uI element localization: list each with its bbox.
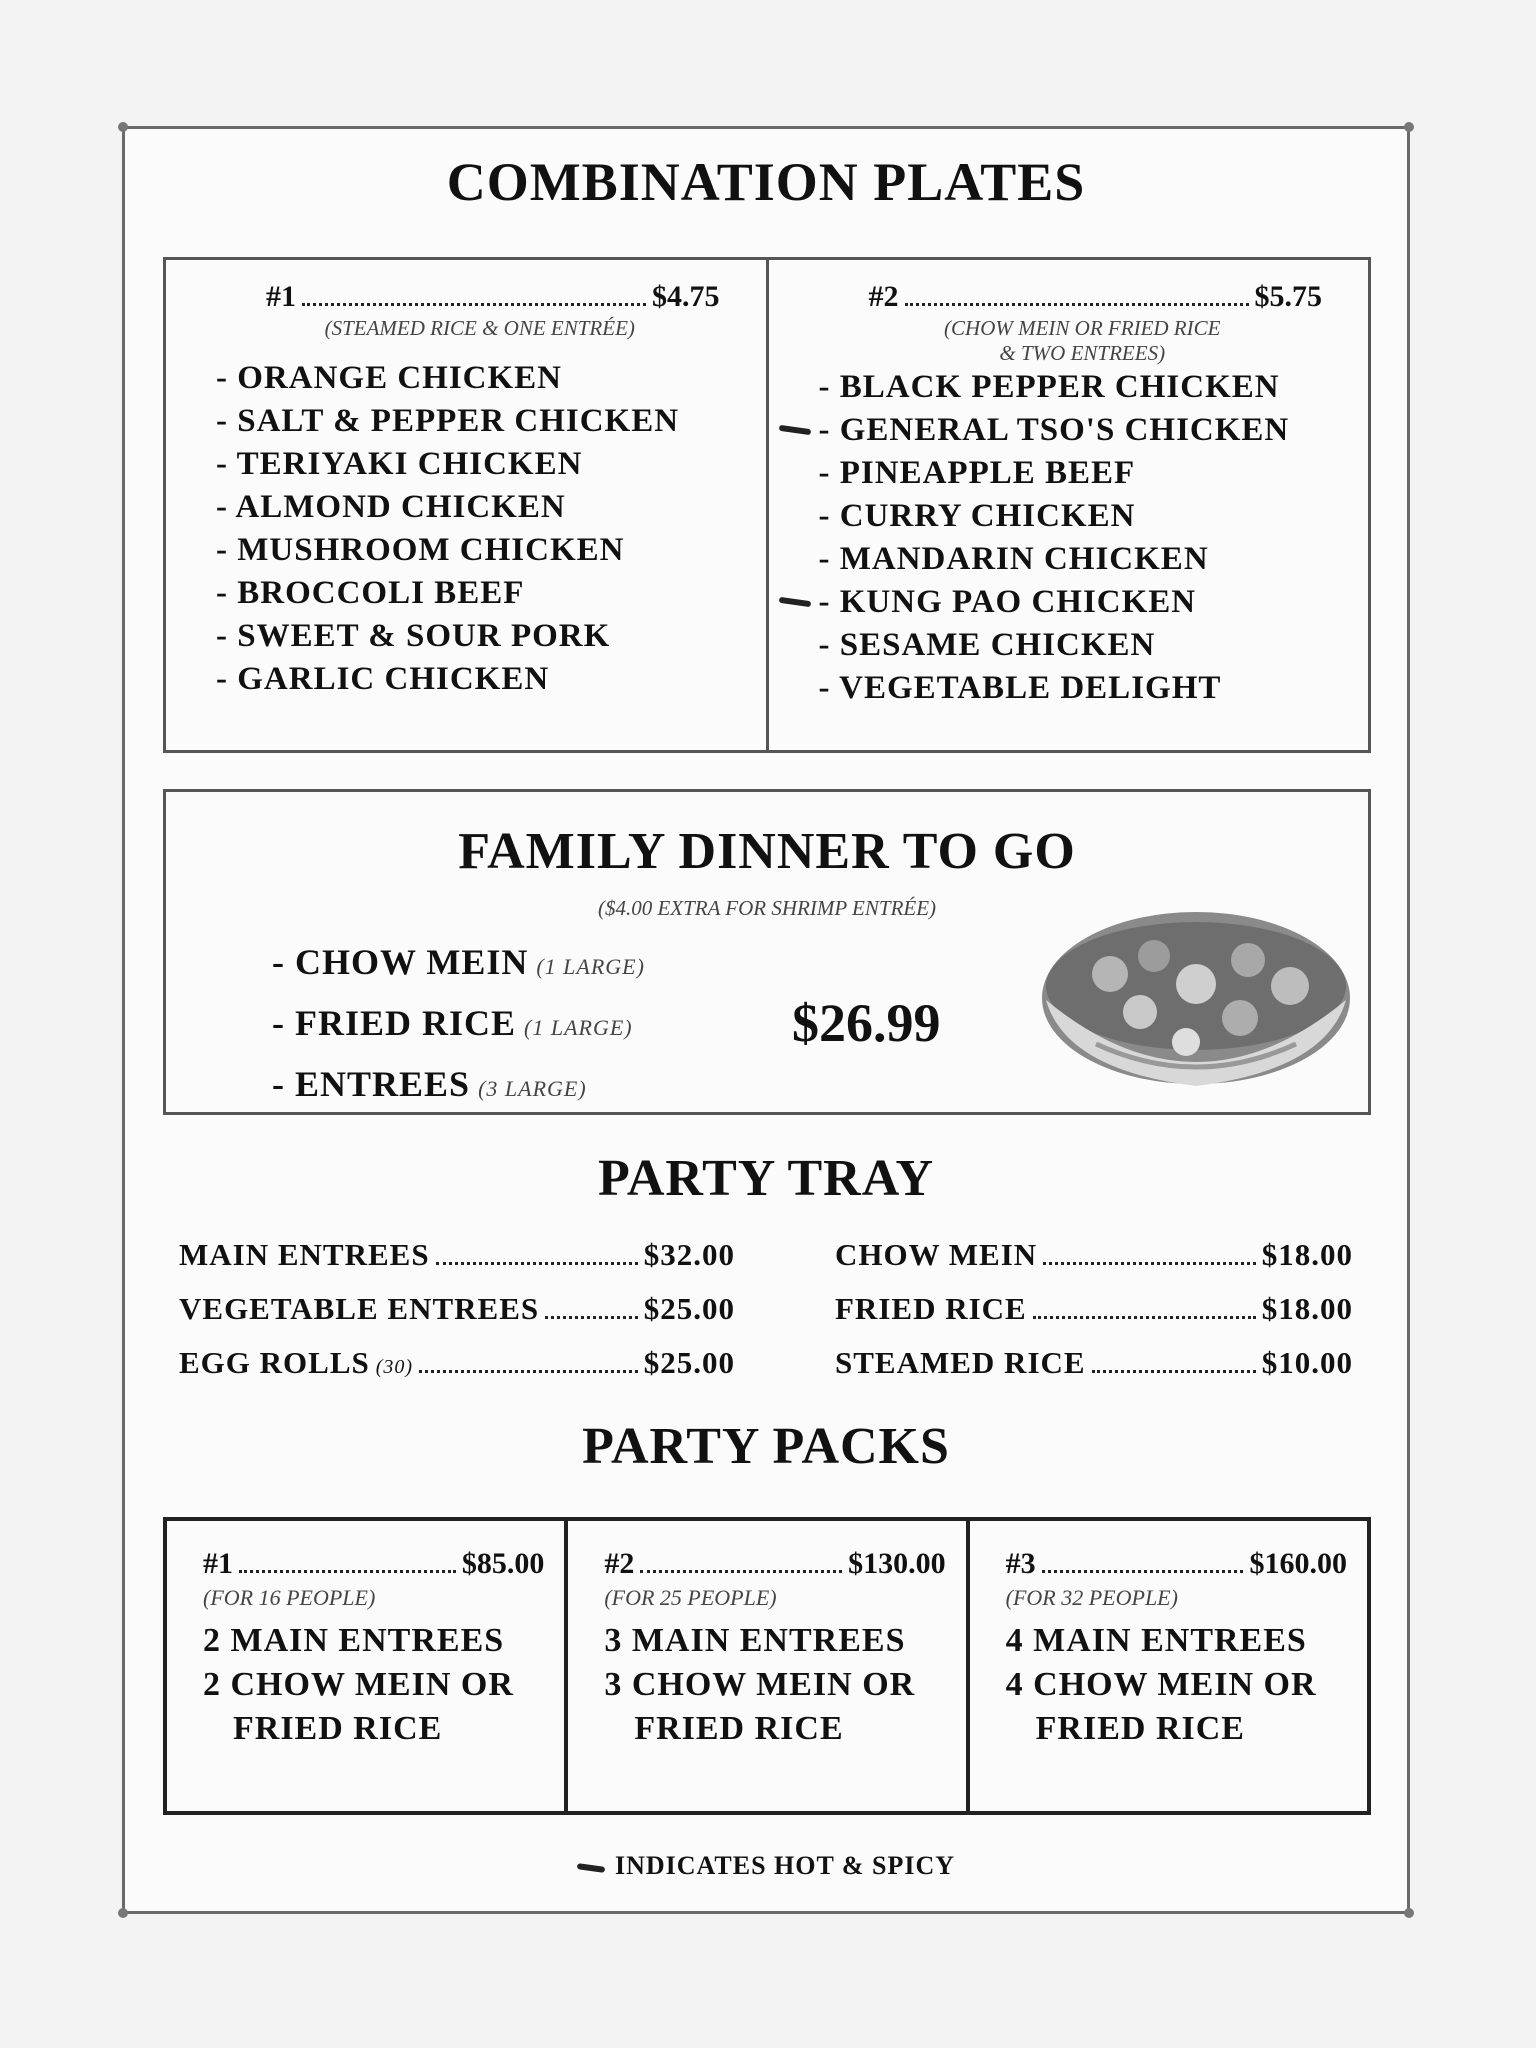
- list-item: - MUSHROOM CHICKEN: [216, 532, 625, 568]
- menu-page: [122, 126, 1410, 1914]
- list-item: [272, 1056, 645, 1117]
- list-item: - SESAME CHICKEN: [818, 627, 1156, 663]
- dot-leader: [640, 1570, 842, 1573]
- item-label: - FRIED RICE: [272, 1003, 517, 1043]
- tray-item: [179, 1237, 735, 1291]
- item-size: (3 LARGE): [478, 1076, 587, 1101]
- family-dinner-box: [163, 789, 1371, 1115]
- spicy-legend: [125, 1851, 1407, 1881]
- pack-price: $85.00: [461, 1547, 545, 1580]
- tray-item: [835, 1345, 1353, 1399]
- list-item: - SALT & PEPPER CHICKEN: [216, 403, 680, 439]
- food-bowl-image: [1036, 894, 1356, 1092]
- list-item: - GARLIC CHICKEN: [216, 661, 550, 697]
- tray-item: [835, 1291, 1353, 1345]
- table-row: [179, 1291, 1369, 1345]
- corner-ornament: [1404, 122, 1414, 132]
- combination-plates-box: [163, 257, 1371, 753]
- list-item: [272, 995, 645, 1056]
- item-label: - ENTREES: [272, 1064, 471, 1104]
- table-row: [179, 1345, 1369, 1399]
- family-title: FAMILY DINNER TO GO: [458, 823, 1076, 880]
- plate-2-column: [766, 260, 1369, 750]
- list-item: - CURRY CHICKEN: [818, 498, 1136, 534]
- dot-leader: [302, 303, 646, 306]
- pack-header: [203, 1547, 544, 1581]
- tray-item: [835, 1237, 1353, 1291]
- item-label: EGG ROLLS: [179, 1345, 370, 1380]
- item-label: - GENERAL TSO'S CHICKEN: [818, 412, 1290, 448]
- pack-line: FRIED RICE: [233, 1710, 443, 1747]
- chili-icon: [778, 597, 811, 607]
- chili-icon: [778, 425, 811, 435]
- table-row: [179, 1237, 1369, 1291]
- list-item: - ORANGE CHICKEN: [216, 360, 563, 396]
- corner-ornament: [118, 122, 128, 132]
- dot-leader: [239, 1570, 456, 1573]
- pack-line: 4 MAIN ENTREES: [1005, 1622, 1307, 1659]
- pack-2: [564, 1521, 965, 1811]
- pack-line: FRIED RICE: [634, 1710, 844, 1747]
- family-note: ($4.00 EXTRA FOR SHRIMP ENTRÉE): [597, 896, 937, 920]
- item-label: STEAMED RICE: [835, 1345, 1086, 1380]
- list-item-spicy: [819, 409, 1347, 452]
- pack-label: #2: [604, 1547, 635, 1580]
- chili-icon: [577, 1863, 606, 1873]
- dot-leader: [1043, 1262, 1256, 1265]
- item-price: $18.00: [1261, 1237, 1353, 1272]
- pack-line: 2 MAIN ENTREES: [203, 1622, 505, 1659]
- item-price: $10.00: [1261, 1345, 1353, 1380]
- pack-header: [1006, 1547, 1347, 1581]
- plate-1-column: [166, 260, 766, 750]
- corner-ornament: [1404, 1908, 1414, 1918]
- item-label: - KUNG PAO CHICKEN: [818, 584, 1197, 620]
- plate-2-note-line2: & TWO ENTREES): [999, 341, 1166, 365]
- list-item: - BLACK PEPPER CHICKEN: [818, 369, 1280, 405]
- item-label: VEGETABLE ENTREES: [179, 1291, 540, 1326]
- plate-1-note: (STEAMED RICE & ONE ENTRÉE): [324, 316, 635, 340]
- plate-2-note-line1: (CHOW MEIN OR FRIED RICE: [944, 316, 1221, 340]
- dot-leader: [905, 303, 1249, 306]
- list-item: - BROCCOLI BEEF: [216, 575, 525, 611]
- list-item-spicy: [819, 581, 1347, 624]
- list-item: - VEGETABLE DELIGHT: [818, 670, 1222, 706]
- plate-1-items: [216, 357, 744, 701]
- dot-leader: [1092, 1370, 1256, 1373]
- party-packs-box: [163, 1517, 1371, 1815]
- pack-line: 3 MAIN ENTREES: [604, 1622, 906, 1659]
- dot-leader: [545, 1316, 638, 1319]
- list-item: - SWEET & SOUR PORK: [216, 618, 611, 654]
- item-price: $32.00: [643, 1237, 735, 1272]
- pack-3: [966, 1521, 1367, 1811]
- dot-leader: [419, 1370, 638, 1373]
- pack-1: [167, 1521, 564, 1811]
- pack-people: (FOR 32 PEOPLE): [1005, 1585, 1178, 1610]
- dot-leader: [436, 1262, 638, 1265]
- party-packs-title: PARTY PACKS: [582, 1418, 950, 1475]
- item-label: FRIED RICE: [835, 1291, 1027, 1326]
- legend-text: INDICATES HOT & SPICY: [614, 1851, 956, 1880]
- combination-title: COMBINATION PLATES: [446, 152, 1086, 212]
- plate-1-label: #1: [266, 280, 296, 313]
- item-price: $25.00: [643, 1345, 735, 1380]
- pack-line: 4 CHOW MEIN OR: [1005, 1666, 1317, 1703]
- item-size: (1 LARGE): [536, 954, 645, 979]
- family-price: $26.99: [792, 993, 941, 1053]
- pack-label: #3: [1005, 1547, 1036, 1580]
- pack-people: (FOR 16 PEOPLE): [203, 1585, 376, 1610]
- list-item: [272, 934, 645, 995]
- pack-line: 3 CHOW MEIN OR: [604, 1666, 916, 1703]
- pack-header: [604, 1547, 945, 1581]
- pack-label: #1: [203, 1547, 233, 1580]
- plate-1-header: [216, 280, 744, 314]
- plate-1-price: $4.75: [652, 280, 720, 313]
- item-label: CHOW MEIN: [835, 1237, 1038, 1272]
- pack-price: $160.00: [1249, 1547, 1347, 1580]
- plate-2-header: [819, 280, 1347, 314]
- dot-leader: [1033, 1316, 1256, 1319]
- list-item: - PINEAPPLE BEEF: [818, 455, 1136, 491]
- item-qty: (30): [375, 1356, 414, 1378]
- pack-price: $130.00: [848, 1547, 946, 1580]
- tray-item: [179, 1345, 735, 1399]
- list-item: - MANDARIN CHICKEN: [818, 541, 1209, 577]
- pack-line: FRIED RICE: [1035, 1710, 1245, 1747]
- list-item: - TERIYAKI CHICKEN: [216, 446, 583, 482]
- party-tray-list: [179, 1237, 1369, 1399]
- item-price: $18.00: [1261, 1291, 1353, 1326]
- dot-leader: [1042, 1570, 1244, 1573]
- item-label: MAIN ENTREES: [179, 1237, 430, 1272]
- plate-2-label: #2: [868, 280, 899, 313]
- tray-item: [179, 1291, 735, 1345]
- pack-people: (FOR 25 PEOPLE): [604, 1585, 777, 1610]
- item-price: $25.00: [643, 1291, 735, 1326]
- party-tray-title: PARTY TRAY: [597, 1150, 935, 1207]
- item-size: (1 LARGE): [524, 1015, 633, 1040]
- corner-ornament: [118, 1908, 128, 1918]
- item-label: - CHOW MEIN: [272, 942, 529, 982]
- list-item: - ALMOND CHICKEN: [216, 489, 566, 525]
- pack-line: 2 CHOW MEIN OR: [203, 1666, 514, 1703]
- plate-2-price: $5.75: [1254, 280, 1322, 313]
- family-items: [272, 934, 645, 1117]
- plate-2-items: [819, 366, 1347, 710]
